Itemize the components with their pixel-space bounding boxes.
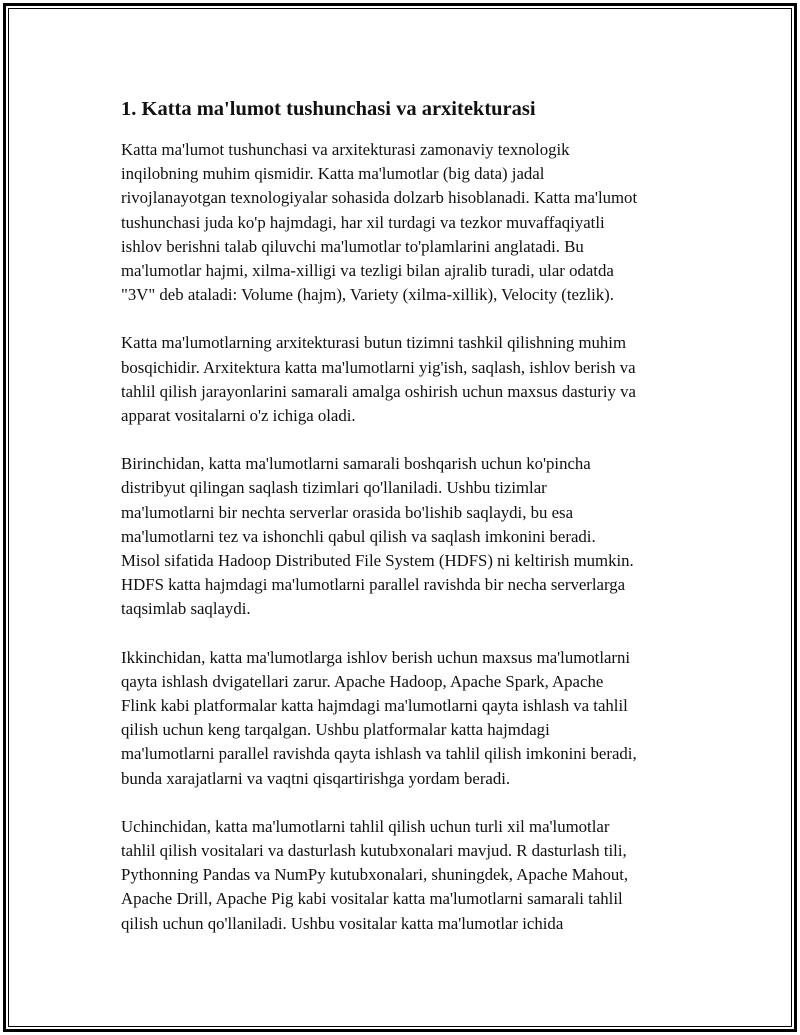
text-line: inqilobning muhim qismidir. Katta ma'lumotlar (big data) jadal [121, 164, 545, 184]
text-line: qilish uchun keng tarqalgan. Ushbu platformalar katta hajmdagi [121, 720, 550, 740]
text-line: qayta ishlash dvigatellari zarur. Apache Hadoop, Apache Spark, Apache [121, 671, 604, 691]
text-line: Apache Drill, Apache Pig kabi vositalar katta ma'lumotlarni samarali tahlil [121, 889, 623, 909]
text-line: tahlil qilish vositalari va dasturlash kutubxonalari mavjud. R dasturlash tili, [121, 841, 627, 861]
text-line: HDFS katta hajmdagi ma'lumotlarni parallel ravishda bir necha serverlarga [121, 575, 626, 595]
text-line: Pythonning Pandas va NumPy kutubxonalari, shuningdek, Apache Mahout, [121, 865, 629, 885]
text-line: tushunchasi juda ko'p hajmdagi, har xil turdagi va tezkor muvaffaqiyatli [121, 212, 605, 232]
text-line: Uchinchidan, katta ma'lumotlarni tahlil qilish uchun turli xil ma'lumotlar [121, 816, 610, 836]
paragraph-4 [121, 646, 711, 791]
paragraph-5 [121, 815, 711, 936]
paragraph-2 [121, 331, 711, 428]
text-line: bosqichidir. Arxitektura katta ma'lumotlarni yig'ish, saqlash, ishlov berish va [121, 357, 636, 377]
text-line: bunda xarajatlarni va vaqtni qisqartirishga yordam beradi. [121, 768, 511, 788]
text-line: ma'lumotlarni tez va ishonchli qabul qilish va saqlash imkonini beradi. [121, 526, 596, 546]
page-frame [3, 3, 797, 1032]
text-line: tahlil qilish jarayonlarini samarali amalga oshirish uchun maxsus dasturiy va [121, 381, 636, 401]
text-line: Misol sifatida Hadoop Distributed File System (HDFS) ni keltirish mumkin. [121, 551, 634, 571]
text-line: qilish uchun qo'llaniladi. Ushbu vositalar katta ma'lumotlar ichida [121, 913, 564, 933]
text-line: Ikkinchidan, katta ma'lumotlarga ishlov berish uchun maxsus ma'lumotlarni [121, 647, 631, 667]
paragraph-1 [121, 138, 711, 307]
text-line: Katta ma'lumot tushunchasi va arxitekturasi zamonaviy texnologik [121, 140, 570, 159]
text-line: "3V" deb ataladi: Volume (hajm), Variety (xilma-xillik), Velocity (tezlik). [121, 285, 614, 305]
text-line: apparat vositalarni o'z ichiga oladi. [121, 406, 356, 426]
text-line: distribyut qilingan saqlash tizimlari qo'llaniladi. Ushbu tizimlar [121, 478, 547, 498]
text-line: Flink kabi platformalar katta hajmdagi ma'lumotlarni qayta ishlash va tahlil [121, 696, 628, 716]
text-line: ma'lumotlarni parallel ravishda qayta ishlash va tahlil qilish imkonini beradi, [121, 744, 637, 764]
text-line: rivojlanayotgan texnologiyalar sohasida dolzarb hisoblanadi. Katta ma'lumot [121, 188, 638, 208]
text-line: ma'lumotlar hajmi, xilma-xilligi va tezligi bilan ajralib turadi, ular odatda [121, 261, 614, 281]
text-line: ishlov berishni talab qiluvchi ma'lumotlar to'plamlarini anglatadi. Bu [121, 236, 584, 256]
page-content [121, 96, 711, 960]
text-line: Birinchidan, katta ma'lumotlarni samarali boshqarish uchun ko'pincha [121, 454, 591, 474]
text-line: ma'lumotlarni bir nechta serverlar orasida bo'lishib saqlaydi, bu esa [121, 502, 574, 522]
text-line: taqsimlab saqlaydi. [121, 599, 251, 619]
section-heading: 1. Katta ma'lumot tushunchasi va arxitekturasi [121, 98, 536, 120]
paragraph-3 [121, 452, 711, 621]
text-line: Katta ma'lumotlarning arxitekturasi butun tizimni tashkil qilishning muhim [121, 333, 626, 353]
